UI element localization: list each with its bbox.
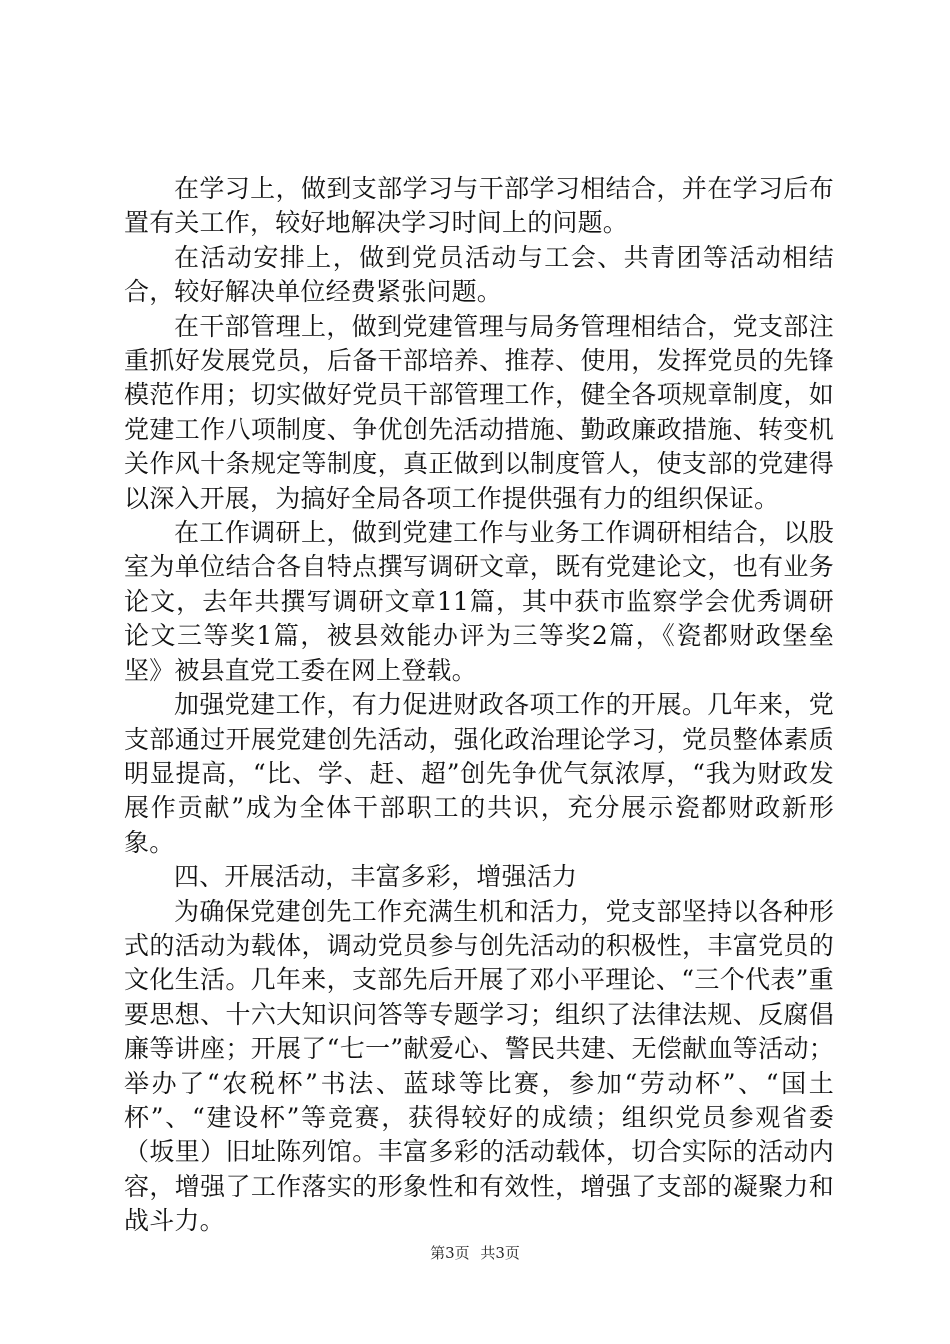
document-body <box>124 172 834 1239</box>
paragraph-study: 在学习上，做到支部学习与干部学习相结合，并在学习后布置有关工作，较好地解决学习时间上的问题。 <box>124 174 834 238</box>
paragraph-strengthen-party-building: 加强党建工作，有力促进财政各项工作的开展。几年来，党支部通过开展党建创先活动，强化政治理论学习，党员整体素质明显提高，“比、学、赶、超”创先争优气氛浓厚，“我为财政发展作贡献”成为全体干部职工的共识，充分展示瓷都财政新形象。 <box>124 690 834 857</box>
page-total: 共3页 <box>480 1244 520 1262</box>
page-footer <box>0 1243 950 1263</box>
paragraph-research: 在工作调研上，做到党建工作与业务工作调研相结合，以股室为单位结合各自特点撰写调研文章，既有党建论文，也有业务论文，去年共撰写调研文章11篇，其中获市监察学会优秀调研论文三等奖1篇，被县效能办评为三等奖2篇，《瓷都财政堡垒坚》被县直党工委在网上登载。 <box>124 518 834 685</box>
paragraph-activity-arrangement: 在活动安排上，做到党员活动与工会、共青团等活动相结合，较好解决单位经费紧张问题。 <box>124 242 834 307</box>
section-heading-activities: 四、开展活动，丰富多彩，增强活力 <box>174 862 578 892</box>
page-number: 第3页 <box>430 1244 470 1262</box>
paragraph-cadre-management: 在干部管理上，做到党建管理与局务管理相结合，党支部注重抓好发展党员，后备干部培养、推荐、使用，发挥党员的先锋模范作用；切实做好党员干部管理工作，健全各项规章制度，如党建工作八项制度、争优创先活动措施、勤政廉政措施、转变机关作风十条规定等制度，真正做到以制度管人，使支部的党建得以深入开展，为搞好全局各项工作提供强有力的组织保证。 <box>124 311 834 513</box>
paragraph-activities: 为确保党建创先工作充满生机和活力，党支部坚持以各种形式的活动为载体，调动党员参与创先活动的积极性，丰富党员的文化生活。几年来，支部先后开展了邓小平理论、“三个代表”重要思想、十六大知识问答等专题学习；组织了法律法规、反腐倡廉等讲座；开展了“七一”献爱心、警民共建、无偿献血等活动；举办了“农税杯”书法、蓝球等比赛，参加“劳动杯”、“国土杯”、“建设杯”等竞赛，获得较好的成绩；组织党员参观省委（坂里）旧址陈列馆。丰富多彩的活动载体，切合实际的活动内容，增强了工作落实的形象性和有效性，增强了支部的凝聚力和战斗力。 <box>124 896 834 1236</box>
